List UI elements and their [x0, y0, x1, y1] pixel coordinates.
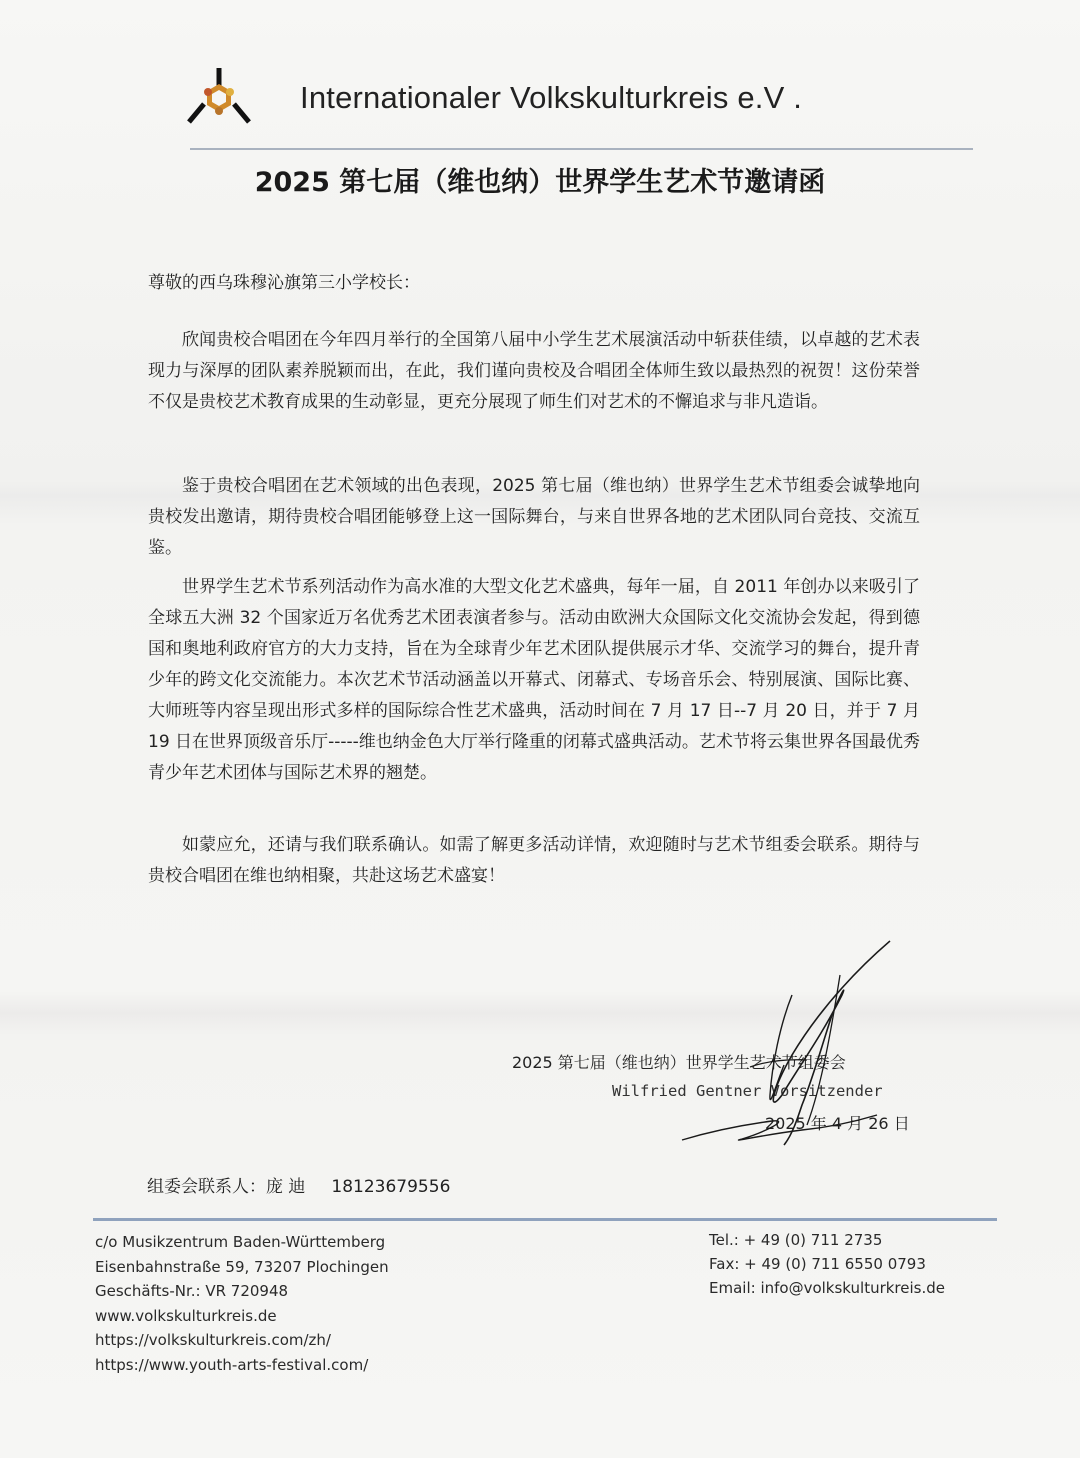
footer-festival-link[interactable]: https://www.youth-arts-festival.com/ — [95, 1355, 369, 1374]
footer-contact — [709, 1228, 945, 1300]
paragraph-congratulations: 欣闻贵校合唱团在今年四月举行的全国第八届中小学生艺术展演活动中斩获佳绩，以卓越的艺术表现力与深厚的团队素养脱颖而出，在此，我们谨向贵校及合唱团全体师生致以最热烈的祝贺！这份荣誉不仅是贵校艺术教育成果的生动彰显，更充分展现了师生们对艺术的不懈追求与非凡造诣。 — [148, 330, 920, 412]
contact-phone: 18123679556 — [331, 1177, 451, 1197]
contact-person: 组委会联系人：庞 迪 — [147, 1177, 306, 1197]
footer-divider — [93, 1218, 997, 1221]
organizer-contact — [147, 1172, 450, 1197]
paragraph-invitation: 鉴于贵校合唱团在艺术领域的出色表现，2025 第七届（维也纳）世界学生艺术节组委会诚挚地向贵校发出邀请，期待贵校合唱团能够登上这一国际舞台，与来自世界各地的艺术团队同台竞技、交流互鉴。 — [148, 476, 920, 558]
signature-committee: 2025 第七届（维也纳）世界学生艺术节组委会 — [512, 1053, 846, 1072]
footer-address — [95, 1230, 389, 1377]
footer-website-zh-link[interactable]: https://volkskulturkreis.com/zh/ — [95, 1331, 331, 1349]
organization-name: Internationaler Volkskulturkreis e.V . — [300, 80, 803, 115]
page-title: 2025 第七届（维也纳）世界学生艺术节邀请函 — [254, 167, 826, 198]
footer-fax: Fax: + 49 (0) 711 6550 0793 — [709, 1255, 926, 1273]
footer-email-link[interactable]: Email: info@volkskulturkreis.de — [709, 1279, 946, 1297]
salutation: 尊敬的西乌珠穆沁旗第三小学校长： — [148, 273, 420, 293]
organization-logo-icon — [186, 66, 252, 128]
signature-date: 2025 年 4 月 26 日 — [765, 1114, 910, 1133]
footer-address-line: Eisenbahnstraße 59, 73207 Plochingen — [95, 1257, 389, 1276]
header-divider — [190, 148, 973, 150]
signature-person: Wilfried Gentner Vorsitzender — [612, 1082, 883, 1100]
paragraph-closing: 如蒙应允，还请与我们联系确认。如需了解更多活动详情，欢迎随时与艺术节组委会联系。期待与贵校合唱团在维也纳相聚，共赴这场艺术盛宴！ — [148, 835, 920, 886]
handwritten-signature-icon — [672, 935, 912, 1165]
footer-website-link[interactable]: www.volkskulturkreis.de — [95, 1306, 277, 1325]
paragraph-festival-details: 世界学生艺术节系列活动作为高水准的大型文化艺术盛典，每年一届，自 2011 年创办以来吸引了全球五大洲 32 个国家近万名优秀艺术团表演者参与。活动由欧洲大众国际文化交流协会发起，得到德国和奥地利政府官方的大力支持，旨在为全球青少年艺术团队提供展示才华、交流学习的舞台，提升青少年的跨文化交流能力。本次艺术节活动涵盖以开幕式、闭幕式、专场音乐会、特别展演、国际比赛、大师班等内容呈现出形式多样的国际综合性艺术盛典，活动时间在 7 月 17 日--7 月 20 日，并于 7 月 19 日在世界顶级音乐厅-----维也纳金色大厅举行隆重的闭幕式盛典活动。艺术节将云集世界各国最优秀青少年艺术团体与国际艺术界的翘楚。 — [148, 577, 920, 783]
footer-registration: Geschäfts-Nr.: VR 720948 — [95, 1282, 289, 1300]
footer-tel: Tel.: + 49 (0) 711 2735 — [709, 1231, 883, 1249]
footer-address-line: c/o Musikzentrum Baden-Württemberg — [95, 1233, 386, 1251]
